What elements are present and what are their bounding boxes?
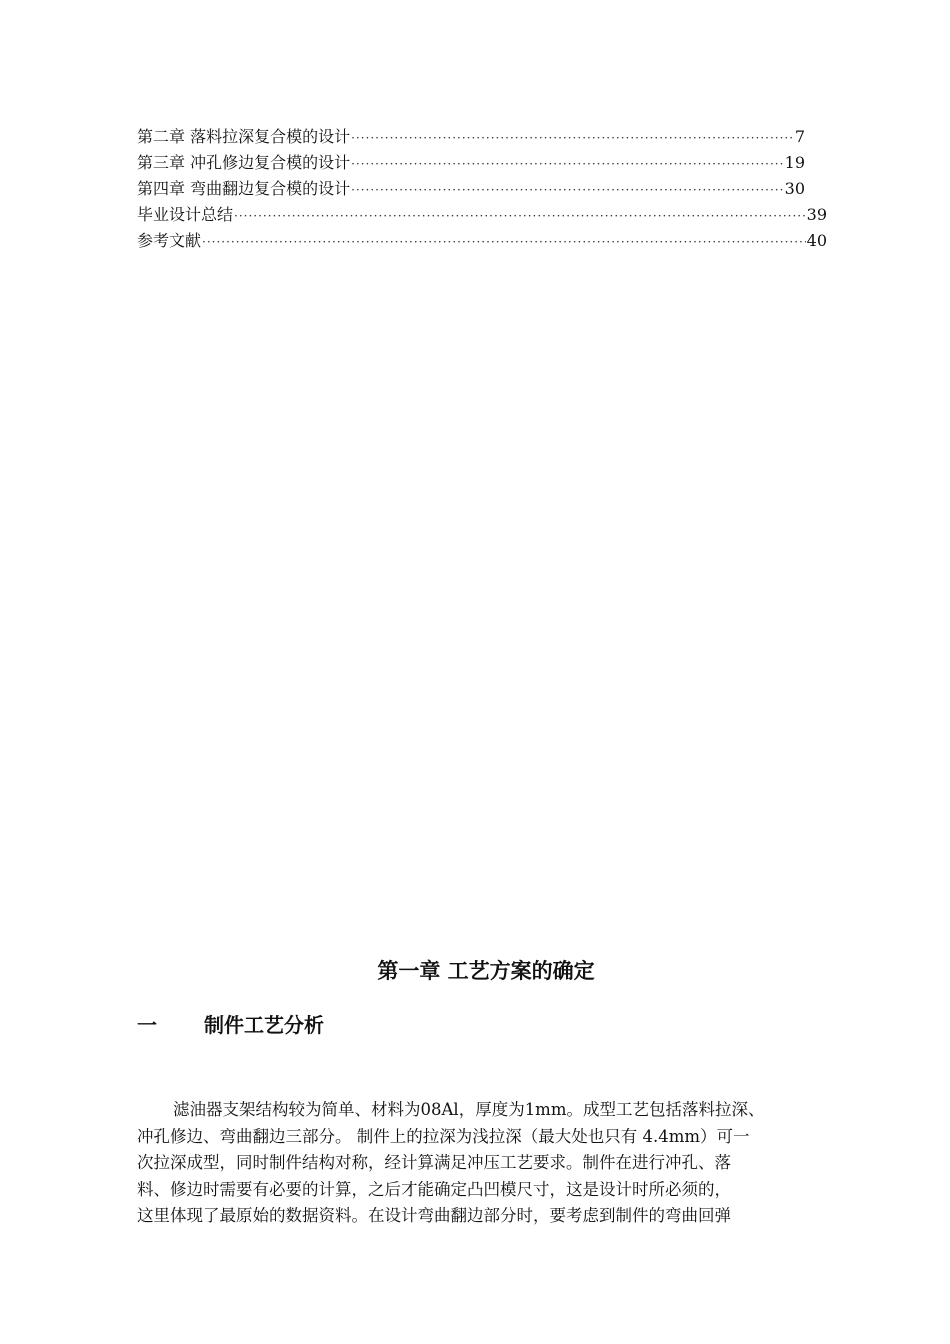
toc-entry-page: 7 <box>794 127 805 146</box>
toc-entry[interactable] <box>137 228 827 254</box>
toc-entry-page: 19 <box>784 153 805 172</box>
toc-entry-title: 第三章 冲孔修边复合模的设计 <box>137 153 351 172</box>
toc-entry-page: 30 <box>784 179 805 198</box>
toc-leader-dots <box>351 125 794 151</box>
table-of-contents <box>137 124 827 254</box>
toc-entry[interactable] <box>137 176 805 202</box>
toc-entry[interactable] <box>137 202 827 228</box>
toc-entry[interactable] <box>137 150 805 176</box>
paragraph-line: 滤油器支架结构较为简单、材料为08Al，厚度为1mm。成型工艺包括落料拉深、 <box>173 1100 765 1119</box>
section-number: 一 <box>137 1013 157 1037</box>
toc-entry-page: 39 <box>806 205 827 224</box>
paragraph-line: 冲孔修边、弯曲翻边三部分。 制件上的拉深为浅拉深（最大处也只有 4.4mm）可一 <box>137 1126 750 1146</box>
body-paragraph <box>137 1097 851 1230</box>
toc-entry-page: 40 <box>806 231 827 250</box>
toc-leader-dots <box>202 229 806 255</box>
toc-entry-title: 参考文献 <box>137 231 202 250</box>
toc-entry-title: 毕业设计总结 <box>137 205 234 224</box>
paragraph-line: 次拉深成型，同时制件结构对称，经计算满足冲压工艺要求。制件在进行冲孔、落 <box>137 1153 731 1172</box>
toc-leader-dots <box>351 151 784 177</box>
paragraph-line: 料、修边时需要有必要的计算，之后才能确定凸凹模尺寸，这是设计时所必须的， <box>137 1179 731 1199</box>
section-heading <box>137 1010 324 1040</box>
paragraph-line: 这里体现了最原始的数据资料。在设计弯曲翻边部分时，要考虑到制件的弯曲回弹 <box>137 1206 731 1225</box>
chapter-title: 第一章 工艺方案的确定 <box>377 959 595 983</box>
toc-entry-title: 第二章 落料拉深复合模的设计 <box>137 127 351 146</box>
section-title: 制件工艺分析 <box>203 1013 324 1037</box>
toc-leader-dots <box>234 203 806 229</box>
toc-entry[interactable] <box>137 124 805 150</box>
toc-entry-title: 第四章 弯曲翻边复合模的设计 <box>137 179 351 198</box>
toc-leader-dots <box>351 177 784 203</box>
